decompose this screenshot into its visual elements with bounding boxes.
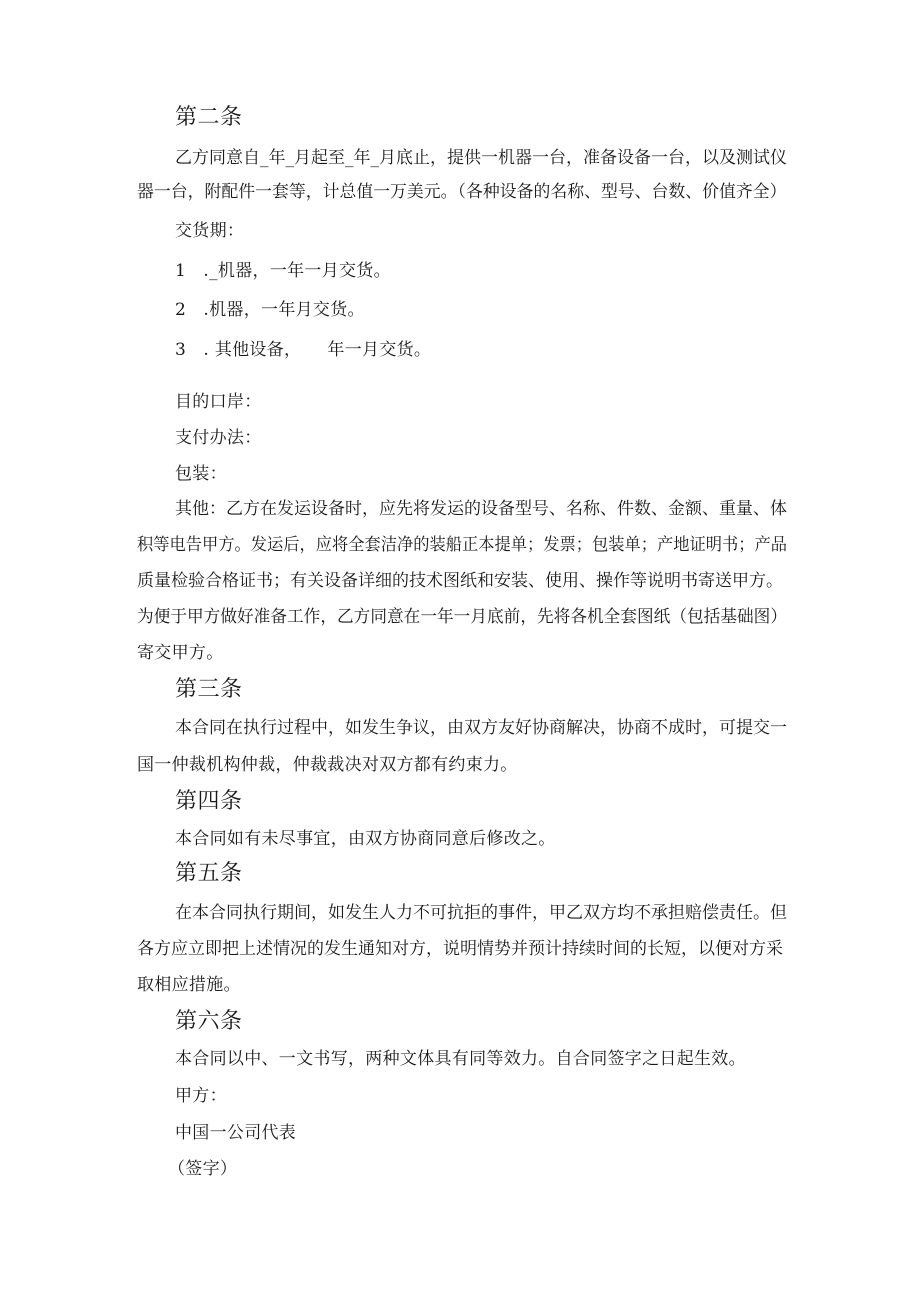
article-2-heading: 第二条 — [175, 105, 243, 130]
article-2-line-1: 乙方同意自_年_月起至_年_月底止，提供一机器一台，准备设备一台，以及测试仪 — [175, 148, 787, 168]
destination-port-label: 目的口岸： — [175, 392, 262, 412]
other-line-2: 积等电告甲方。发运后，应将全套洁净的装船正本提单；发票；包装单；产地证明书；产品 — [137, 535, 788, 555]
article-5-line-1: 在本合同执行期间，如发生人力不可抗拒的事件，甲乙双方均不承担赔偿责任。但 — [175, 903, 787, 923]
other-line-4: 为便于甲方做好准备工作，乙方同意在一年一月底前，先将各机全套图纸（包括基础图） — [137, 607, 788, 627]
article-5-heading: 第五条 — [175, 861, 243, 886]
payment-label: 支付办法： — [175, 428, 262, 448]
packing-label: 包装： — [175, 464, 227, 484]
delivery-item-2: 2 .机器，一年月交货。 — [175, 300, 365, 320]
party-a-label: 甲方： — [175, 1086, 227, 1106]
other-line-3: 质量检验合格证书；有关设备详细的技术图纸和安装、使用、操作等说明书寄送甲方。 — [137, 571, 783, 591]
article-6-line-1: 本合同以中、一文书写，两种文体具有同等效力。自合同签字之日起生效。 — [175, 1049, 746, 1069]
article-5-line-3: 取相应措施。 — [137, 975, 241, 995]
other-line-1: 其他：乙方在发运设备时，应先将发运的设备型号、名称、件数、金额、重量、体 — [175, 499, 787, 519]
article-3-line-2: 国一仲裁机构仲裁，仲裁裁决对双方都有约束力。 — [137, 755, 518, 775]
delivery-item-1: 1 ._机器，一年一月交货。 — [175, 261, 391, 281]
article-4-heading: 第四条 — [175, 789, 243, 814]
article-6-heading: 第六条 — [175, 1009, 243, 1034]
article-5-line-2: 各方应立即把上述情况的发生通知对方，说明情势并预计持续时间的长短，以便对方采 — [137, 939, 783, 959]
delivery-label: 交货期： — [175, 221, 245, 241]
article-4-line-1: 本合同如有未尽事宜，由双方协商同意后修改之。 — [175, 829, 556, 849]
delivery-item-3: 3 . 其他设备， 年一月交货。 — [175, 340, 432, 360]
article-3-heading: 第三条 — [175, 677, 243, 702]
signature-label: （签字） — [168, 1159, 238, 1179]
representative-label: 中国一公司代表 — [175, 1123, 297, 1143]
other-line-5: 寄交甲方。 — [137, 643, 224, 663]
article-3-line-1: 本合同在执行过程中，如发生争议，由双方友好协商解决，协商不成时，可提交一 — [175, 718, 787, 738]
article-2-line-2: 器一台，附配件一套等，计总值一万美元。（各种设备的名称、型号、台数、价值齐全） — [137, 182, 787, 202]
